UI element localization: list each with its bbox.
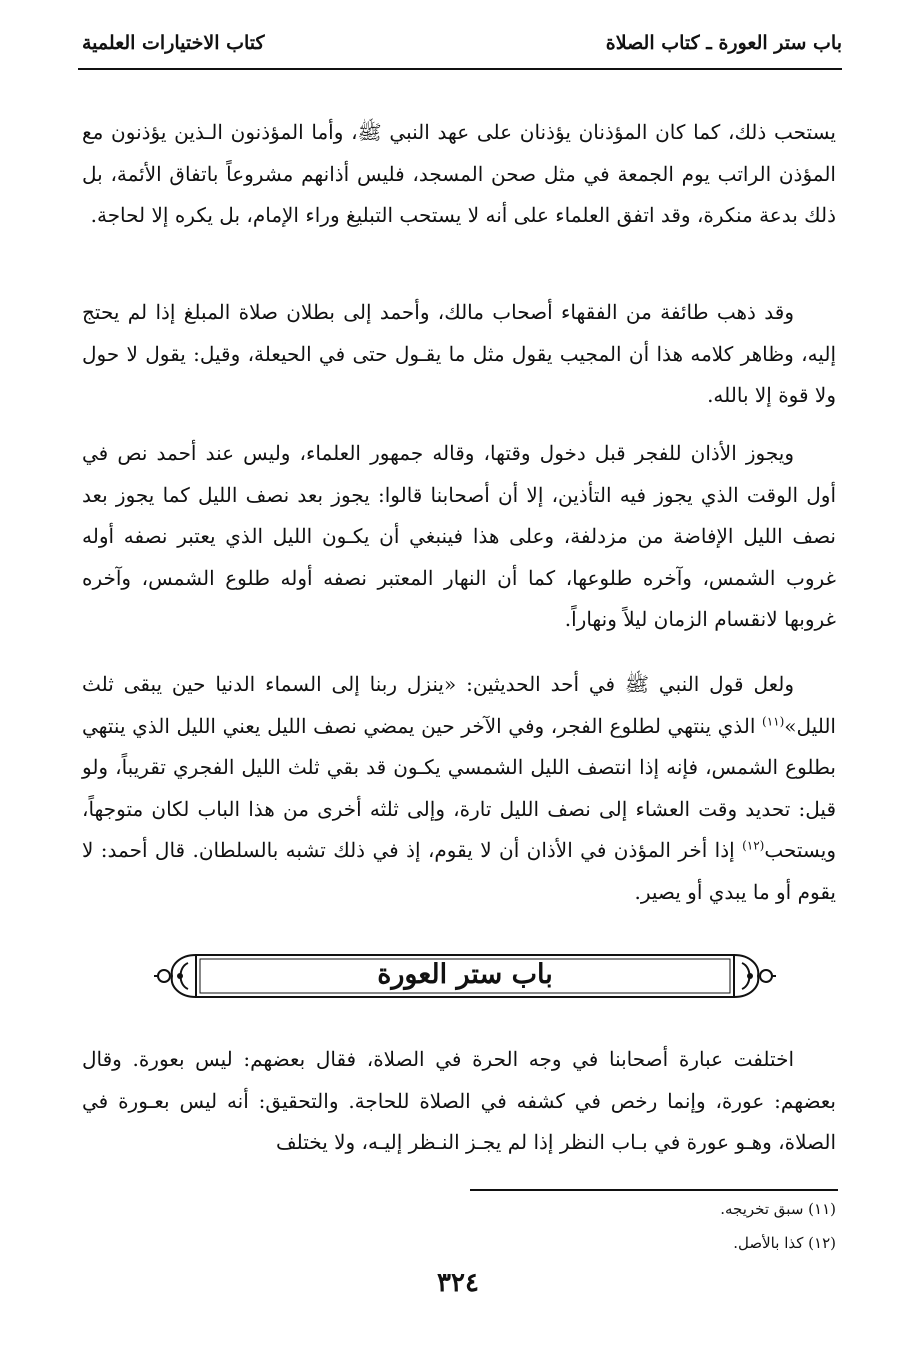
paragraph-1: يستحب ذلك، كما كان المؤذنان يؤذنان على عهد النبي ﷺ، وأما المؤذنون الـذين يؤذنون مع المؤذن الراتب يوم الجمعة في مثل صحن المسجد، فليس أذانهم مشروعاً باتفاق الأئمة، بل ذلك بدعة منكرة، وقد اتفق العلماء على أنه لا يستحب التبليغ وراء الإمام، بل يكره إلا لحاجة. [82, 120, 836, 228]
footnote-ref-11: (١١) [762, 713, 785, 728]
paragraph-4 [82, 664, 836, 914]
section-heading-frame [150, 945, 780, 1007]
paragraph-4-text-c: إذا أخر المؤذن في الأذان أن لا يقوم، إذ في ذلك تشبه بالسلطان. قال أحمد: لا يقوم أو ما يبدي أو يصير. [82, 838, 836, 904]
paragraph-5: اختلفت عبارة أصحابنا في وجه الحرة في الصلاة، فقال بعضهم: ليس بعورة. وقال بعضهم: عورة، وإنما رخص في كشفه في الصلاة للحاجة. والتحقيق: أنه ليس بعـورة في الصلاة، وهـو عورة في بـاب النظر إذا لم يجـز النـظر إليـه، ولا يختلف [82, 1047, 837, 1155]
footnote-11: (١١) سبق تخريجه. [720, 1200, 836, 1218]
paragraph-4-text-b: الذي ينتهي لطلوع الفجر، وفي الآخر حين يمضي نصف الليل يعني الليل الذي ينتهي بطلوع الشمس، فإنه إذا انتصف الليل الشمسي يكـون قد بقي ثلث الليل الفجري تقريباً، ولو قيل: تحديد وقت العشاء إلى نصف الليل تارة، وإلى ثلثه أخرى من هذا الباب لكان متوجهاً، ويستحب [82, 713, 836, 863]
footnote-ref-12: (١٢) [742, 838, 765, 853]
paragraph-2: وقد ذهب طائفة من الفقهاء أصحاب مالك، وأحمد إلى بطلان صلاة المبلغ إذا لم يحتج إليه، وظاهر كلامه هذا أن المجيب يقول مثل ما يقـول حتى في الحيعلة، وقيل: يقول لا حول ولا قوة إلا بالله. [82, 300, 836, 408]
section-heading: باب ستر العورة [377, 959, 553, 990]
paragraph-4-text-a: ولعل قول النبي ﷺ في أحد الحديثين: «ينزل ربنا إلى السماء الدنيا حين يبقى ثلث الليل» [82, 672, 836, 738]
footnote-divider [470, 1189, 838, 1191]
running-header-chapter: باب ستر العورة ـ كتاب الصلاة [605, 32, 842, 54]
paragraph-3: ويجوز الأذان للفجر قبل دخول وقتها، وقاله جمهور العلماء، وليس عند أحمد نص في أول الوقت الذي يجوز فيه التأذين، إلا أن أصحابنا قالوا: يجوز بعد نصف الليل كما يجوز بعد نصف الليل الإفاضة من مزدلفة، وعلى هذا فينبغي أن يكـون الليل الذي يعتبر نصفه أوله غروب الشمس، وآخره طلوعها، كما أن النهار المعتبر نصفه أوله طلوع الشمس، وآخره غروبها لانقسام الزمان ليلاً ونهاراً. [82, 441, 836, 632]
footnote-12: (١٢) كذا بالأصل. [733, 1234, 836, 1252]
page-number: ٣٢٤ [437, 1268, 479, 1298]
header-divider [78, 68, 842, 70]
running-header-book-title: كتاب الاختيارات العلمية [82, 32, 265, 54]
